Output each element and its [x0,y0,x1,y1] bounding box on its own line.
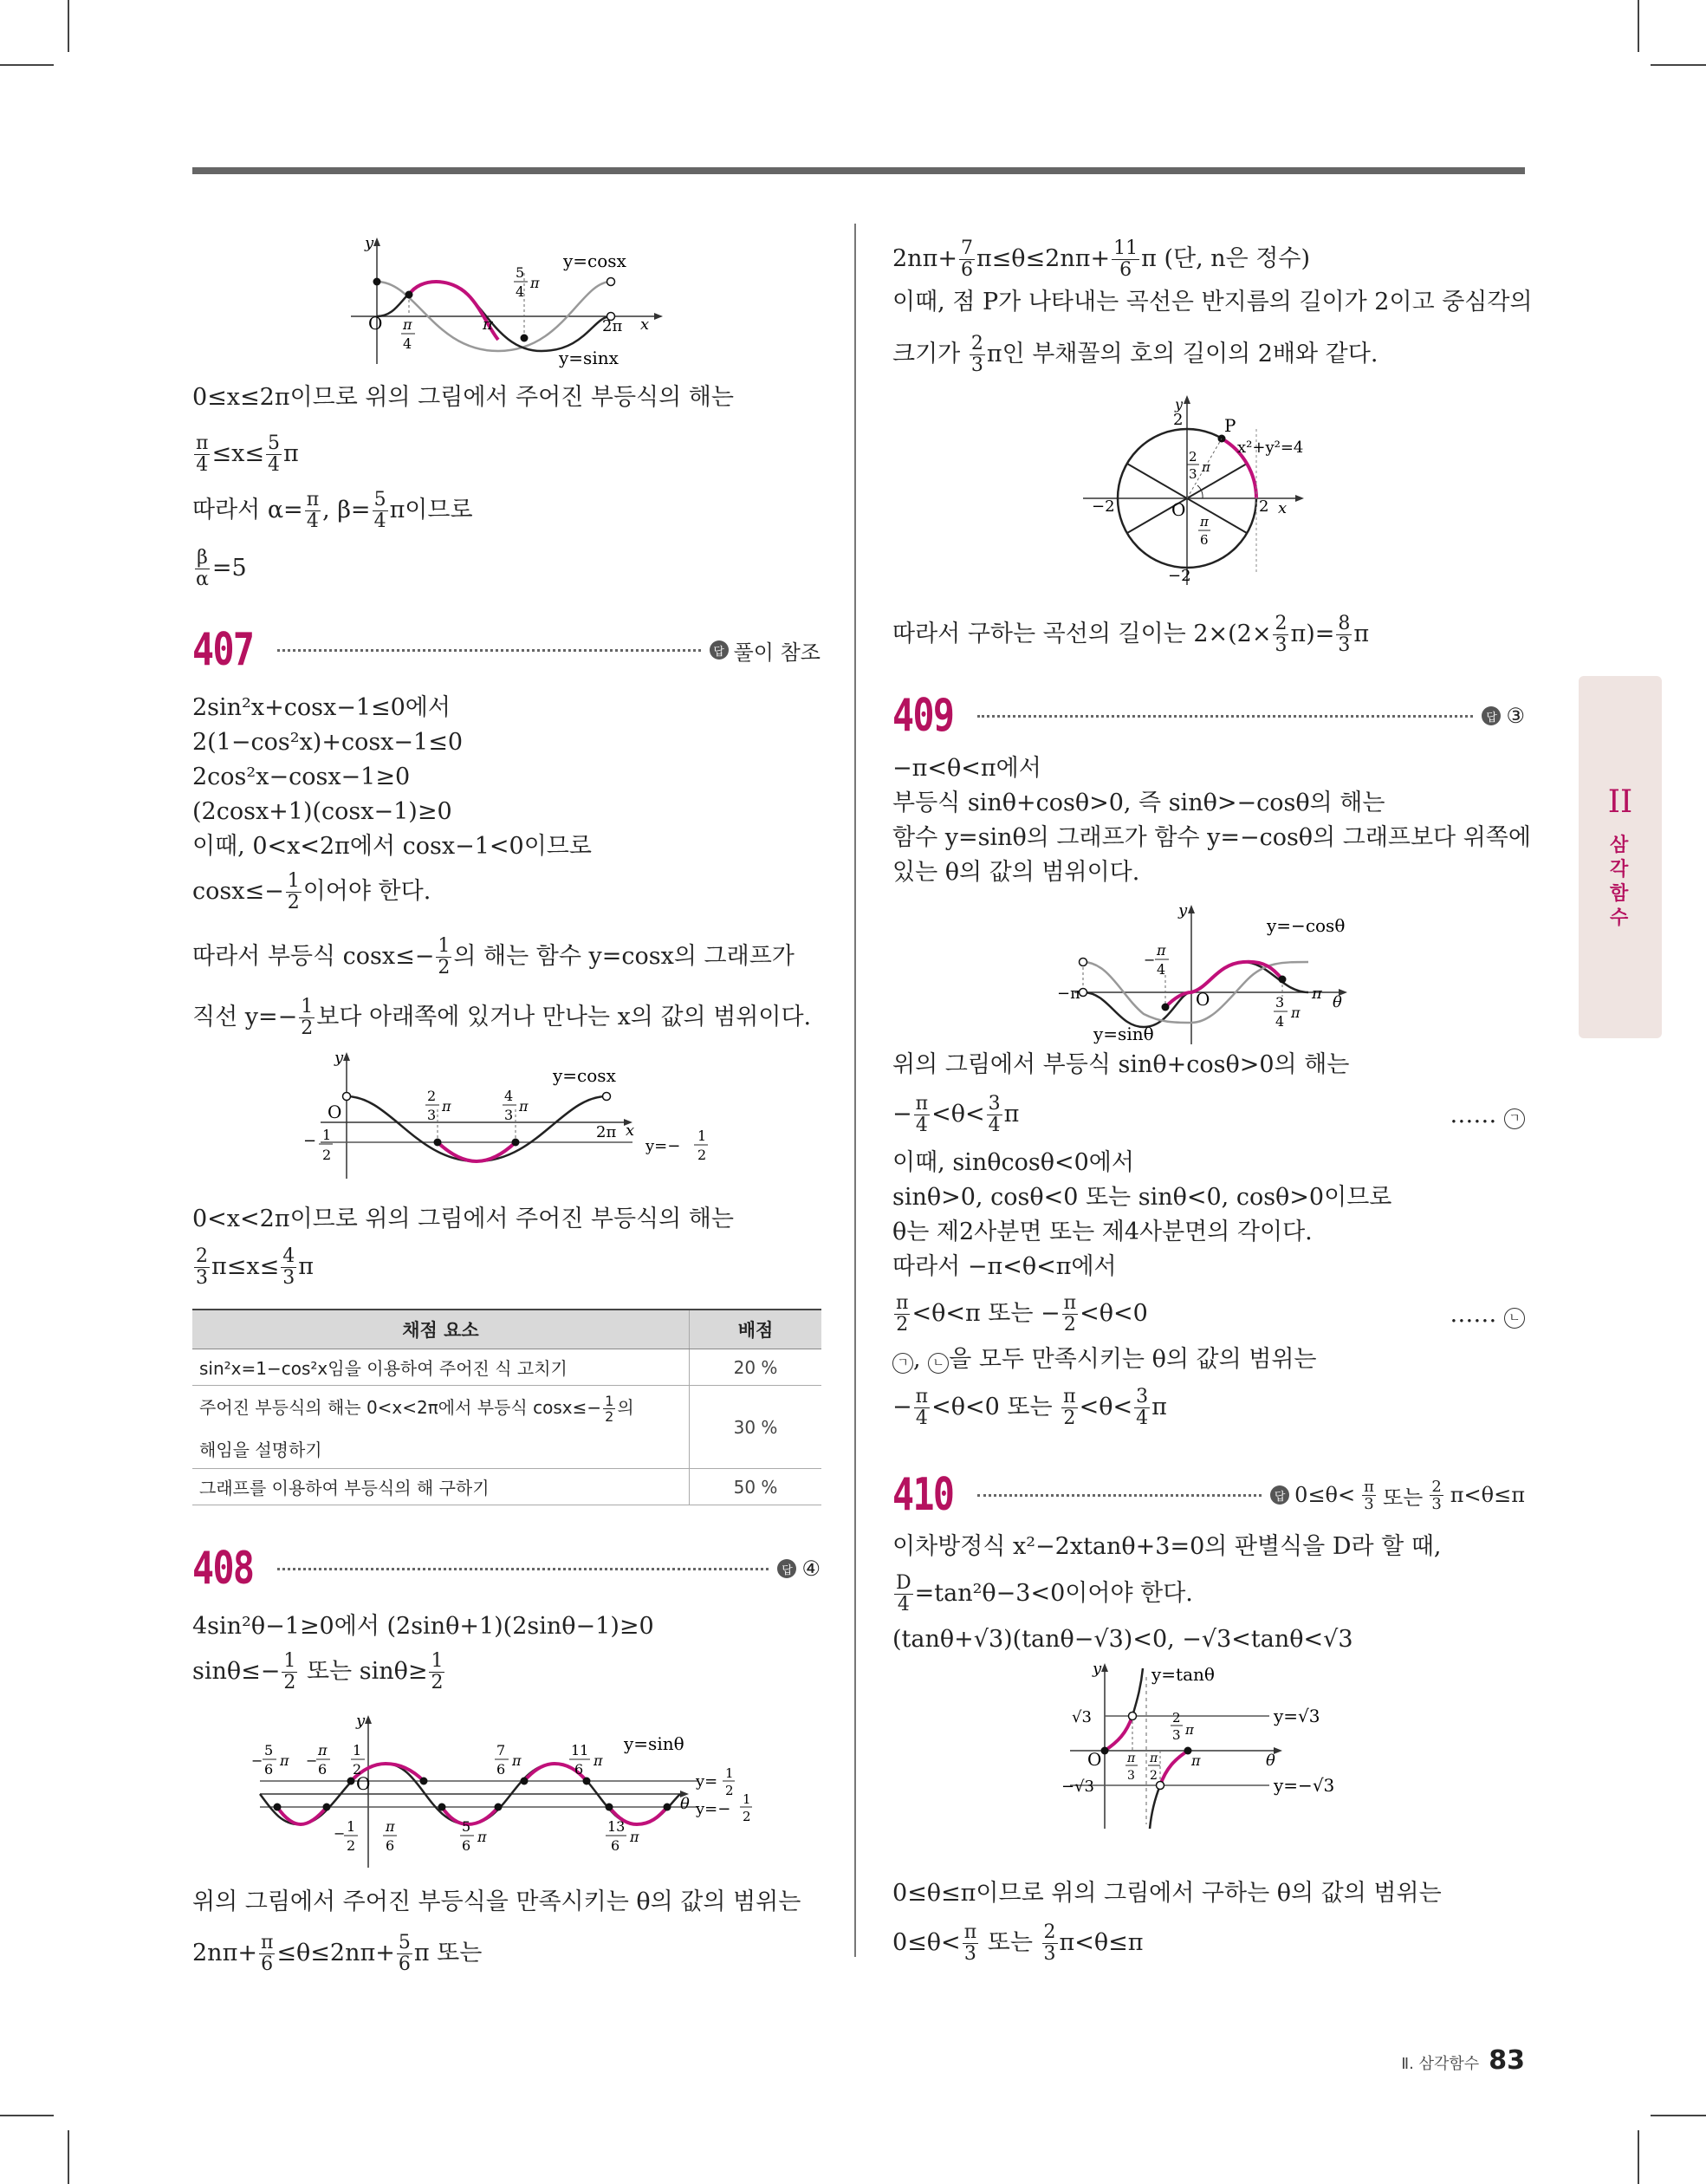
svg-text:π: π [1200,514,1209,530]
svg-text:4: 4 [1157,961,1166,978]
svg-text:π: π [483,315,493,334]
svg-text:4: 4 [403,335,412,352]
svg-text:3: 3 [427,1107,437,1123]
svg-text:2: 2 [1173,411,1184,429]
problem-number: 407 [192,624,254,676]
svg-text:y: y [1093,1660,1102,1678]
crop-mark [1651,64,1706,66]
svg-text:2: 2 [322,1147,332,1163]
svg-text:2π: 2π [596,1123,617,1141]
svg-text:π: π [442,1098,451,1115]
svg-text:1: 1 [322,1127,332,1143]
svg-text:π: π [403,316,412,333]
svg-text:O: O [328,1102,342,1122]
crop-mark [0,64,54,66]
svg-text:−π: −π [1057,985,1080,1003]
answer-icon: 답 [710,640,729,660]
p408-right-line-1: 2nπ+ $\frac{7}{6}$ π≤θ≤2nπ+ $\frac{11}{6}$ π (단, n은 정수) [892,237,1310,281]
p407-line-9: 0<x<2π이므로 위의 그림에서 주어진 부등식의 해는 [192,1206,734,1232]
svg-text:−: − [251,1752,263,1769]
problem-408-header [192,1543,821,1595]
graph-409 [1057,901,1378,1049]
svg-text:y: y [334,1049,344,1067]
table-row: 그래프를 이용하여 부등식의 해 구하기 50 % [192,1469,821,1505]
svg-text:6: 6 [386,1837,395,1854]
svg-text:3: 3 [1172,1727,1181,1743]
tan-label: y=tanθ [1151,1664,1215,1685]
tan-curve [1105,1668,1143,1751]
p409-line-12: ㄱ , ㄴ 을 모두 만족시키는 θ의 값의 범위는 [892,1345,1317,1375]
svg-text:π: π [1185,1722,1194,1738]
p410-line-3: (tanθ+√3)(tanθ−√3)<0, −√3<tanθ<√3 [892,1626,1353,1653]
chapter-side-tab [1579,676,1662,1038]
svg-text:y: y [365,234,374,252]
problem-407-header [192,624,821,676]
graph-410 [1061,1660,1373,1833]
svg-text:2: 2 [353,1761,362,1778]
answer-icon: 답 [1270,1485,1289,1505]
footer-chapter: Ⅱ. 삼각함수 [1401,2055,1480,2073]
svg-text:1: 1 [743,1791,751,1807]
svg-text:2: 2 [427,1088,437,1104]
table-header: 채점 요소 [192,1310,690,1349]
svg-text:−: − [306,1752,318,1769]
p406-text-3: 따라서 α= $\frac{\pi}{4}$ , β= $\frac{5}{4}$ π이므로 [192,489,473,532]
svg-text:1: 1 [697,1128,707,1144]
p407-line-5: 이때, 0<x<2π에서 cosx−1<0이므로 [192,833,592,860]
leader-dots [277,648,701,652]
top-rule [192,167,1525,174]
sin-label: y=sinθ [624,1733,684,1754]
scoring-table [192,1309,821,1505]
p407-line-6: cosx≤− $\frac{1}{2}$ 이어야 한다. [192,870,431,913]
solution-arc [438,1142,516,1161]
p409-line-13: − $\frac{\pi}{4}$ <θ<0 또는 $\frac{\pi}{2}$ <θ< $\frac{3}{4}$ π [892,1386,1167,1429]
svg-text:−2: −2 [1168,567,1191,585]
svg-text:11: 11 [571,1742,589,1758]
svg-text:3: 3 [1189,466,1197,482]
p409-line-3: 함수 y=sinθ의 그래프가 함수 y=−cosθ의 그래프보다 위쪽에 [892,824,1531,851]
p407-line-2: 2(1−cos²x)+cosx−1≤0 [192,729,464,756]
svg-text:4: 4 [1275,1013,1285,1030]
svg-text:2: 2 [1150,1769,1158,1783]
circle-label: x²+y²=4 [1237,439,1304,457]
svg-text:π: π [630,1829,639,1845]
p408-line-3: 위의 그림에서 주어진 부등식을 만족시키는 θ의 값의 범위는 [192,1888,801,1915]
svg-text:O: O [1171,499,1186,520]
p408-line-1: 4sin²θ−1≥0에서 (2sinθ+1)(2sinθ−1)≥0 [192,1613,654,1640]
svg-text:O: O [1087,1749,1102,1770]
p410-line-4: 0≤θ≤π이므로 위의 그림에서 구하는 θ의 값의 범위는 [892,1880,1442,1907]
p409-line-8: sinθ>0, cosθ<0 또는 sinθ<0, cosθ>0이므로 [892,1184,1392,1211]
svg-text:1: 1 [353,1742,362,1758]
p409-line-5: 위의 그림에서 부등식 sinθ+cosθ>0의 해는 [892,1051,1350,1078]
table-header: 배점 [690,1310,822,1349]
svg-text:y: y [356,1712,366,1730]
table-row: sin²x=1−cos²x임을 이용하여 주어진 식 고치기 20 % [192,1349,821,1386]
p407-line-4: (2cosx+1)(cosx−1)≥0 [192,798,452,825]
crop-mark [68,0,69,52]
problem-number: 409 [892,690,954,742]
crop-mark [0,2115,54,2116]
svg-text:y=−: y=− [645,1137,681,1155]
svg-text:5: 5 [264,1742,274,1758]
problem-number: 408 [192,1543,254,1595]
p408-line-2: sinθ≤− $\frac{1}{2}$ 또는 sinθ≥ $\frac{1}{2}$ [192,1650,444,1693]
svg-text:2: 2 [743,1809,751,1824]
svg-text:5: 5 [516,264,525,281]
sin-label: y=sinθ [1093,1024,1154,1044]
negsqrt3-label: y=−√3 [1274,1775,1335,1796]
svg-text:π: π [386,1818,395,1835]
svg-text:2: 2 [347,1837,356,1854]
svg-text:1: 1 [347,1818,356,1835]
sqrt3-label: y=√3 [1274,1706,1320,1726]
svg-text:2: 2 [1189,449,1197,465]
graph-406 [351,234,680,373]
svg-text:π: π [1202,459,1210,475]
footer [1386,2045,1525,2076]
svg-text:5: 5 [462,1818,471,1835]
graph-407 [303,1049,719,1187]
answer-label: 답 ④ [777,1557,821,1581]
svg-text:π: π [1191,1752,1201,1769]
p407-line-10: $\frac{2}{3}$ π≤x≤ $\frac{4}{3}$ π [196,1245,314,1289]
svg-text:−: − [303,1132,317,1150]
svg-text:π: π [280,1752,289,1769]
y-axis-arrow [373,237,380,246]
chapter-roman: II [1607,784,1633,820]
svg-text:6: 6 [462,1837,471,1854]
leader-dots [977,714,1474,718]
column-divider [854,224,856,1957]
p410-line-5: 0≤θ< $\frac{\pi}{3}$ 또는 $\frac{2}{3}$ π<θ≤π [892,1921,1144,1965]
svg-text:3: 3 [504,1107,514,1123]
p408-right-line-2: 이때, 점 P가 나타내는 곡선은 반지름의 길이가 2이고 중심각의 [892,289,1533,315]
p406-text-1: 0≤x≤2π이므로 위의 그림에서 주어진 부등식의 해는 [192,384,734,411]
p408-line-4: 2nπ+ $\frac{\pi}{6}$ ≤θ≤2nπ+ $\frac{5}{6}$ π 또는 [192,1932,483,1975]
svg-text:6: 6 [496,1761,506,1778]
answer-label: 답 풀이 참조 [710,635,821,666]
svg-text:θ: θ [1333,993,1342,1011]
svg-text:4: 4 [504,1088,514,1104]
svg-text:θ: θ [1266,1752,1275,1770]
svg-text:√3: √3 [1072,1708,1092,1726]
p409-line-9: θ는 제2사분면 또는 제4사분면의 각이다. [892,1219,1313,1245]
crop-mark [1638,2130,1639,2184]
svg-text:π: π [512,1752,522,1769]
answer-label: 답 ③ [1482,704,1525,728]
svg-text:−: − [1144,952,1156,968]
svg-text:π: π [1157,942,1166,959]
svg-text:2: 2 [1172,1710,1181,1726]
svg-text:6: 6 [264,1761,274,1778]
crop-mark [1638,0,1639,52]
svg-text:π: π [318,1742,328,1758]
leader-dots [977,1493,1262,1497]
p409-line-2: 부등식 sinθ+cosθ>0, 즉 sinθ>−cosθ의 해는 [892,790,1385,816]
chapter-label: 삼각함수 [1610,835,1629,929]
p409-line-11: $\frac{\pi}{2}$ <θ<π 또는 − $\frac{\pi}{2}$ <θ<0 …… ㄴ [892,1293,1525,1336]
svg-text:6: 6 [611,1837,620,1854]
svg-text:x: x [1278,499,1288,517]
svg-text:π: π [1127,1752,1136,1765]
crop-mark [68,2130,69,2184]
svg-text:−√3: −√3 [1061,1778,1095,1796]
cos-curve [347,1096,607,1161]
svg-text:π: π [1150,1752,1158,1765]
svg-text:x: x [640,315,650,334]
svg-text:y=−: y=− [696,1800,731,1818]
svg-text:13: 13 [607,1818,626,1835]
svg-text:1: 1 [725,1765,734,1781]
p409-line-7: 이때, sinθcosθ<0에서 [892,1149,1134,1176]
origin-label: O [368,313,383,334]
svg-text:π: π [530,275,540,291]
svg-text:2π: 2π [602,317,623,335]
svg-text:6: 6 [574,1761,584,1778]
svg-text:2: 2 [1259,497,1269,516]
crop-mark [1651,2115,1706,2116]
svg-text:π: π [1291,1004,1301,1021]
answer-label: 답 0≤θ< $\frac{\pi}{3}$ 또는 $\frac{2}{3}$ π<θ≤π [1270,1479,1525,1512]
svg-text:6: 6 [1200,532,1209,548]
svg-text:π: π [519,1098,529,1115]
p409-line-4: 있는 θ의 값의 범위이다. [892,859,1140,886]
svg-text:7: 7 [496,1742,506,1758]
answer-icon: 답 [1482,706,1501,725]
problem-410-header [892,1466,1525,1524]
svg-text:π: π [1312,985,1322,1003]
svg-text:y: y [1175,396,1184,413]
p407-line-7: 따라서 부등식 cosx≤− $\frac{1}{2}$ 의 해는 함수 y=cosx의 그래프가 [192,935,795,978]
sin-label: y=sinx [559,348,619,368]
problem-number: 410 [892,1469,954,1521]
p409-line-10: 따라서 −π<θ<π에서 [892,1253,1117,1280]
p409-line-1: −π<θ<π에서 [892,755,1041,782]
svg-text:y: y [1178,901,1188,920]
table-row: 주어진 부등식의 해는 0<x<2π에서 부등식 cosx≤− $\frac{1}{2}$ 의 해임을 설명하기 30 % [192,1386,821,1469]
cos-label: y=cosx [553,1065,616,1086]
leader-dots [277,1567,769,1570]
p406-text-2: $\frac{\pi}{4}$ ≤x≤ $\frac{5}{4}$ π [196,432,299,476]
graph-408 [247,1712,775,1872]
svg-text:6: 6 [318,1761,328,1778]
p408-right-line-3: 크기가 $\frac{2}{3}$ π인 부채꼴의 호의 길이의 2배와 같다. [892,333,1378,376]
p406-text-4: $\frac{\beta}{\alpha}$ =5 [196,547,247,590]
answer-icon: 답 [777,1559,796,1578]
svg-text:2: 2 [697,1147,707,1163]
p408-right-line-4: 따라서 구하는 곡선의 길이는 2×(2× $\frac{2}{3}$ π)= $\frac{8}{3}$ π [892,613,1370,656]
p410-line-1: 이차방정식 x²−2xtanθ+3=0의 판별식을 D라 할 때, [892,1533,1442,1560]
svg-text:O: O [1196,989,1210,1010]
svg-text:3: 3 [1275,994,1285,1011]
x-axis-arrow [654,313,663,320]
svg-text:π: π [594,1752,603,1769]
svg-text:θ: θ [680,1795,690,1813]
svg-text:−2: −2 [1092,497,1115,516]
svg-text:4: 4 [516,283,525,300]
p407-line-1: 2sin²x+cosx−1≤0에서 [192,694,451,721]
svg-text:O: O [356,1773,371,1794]
intersection-point [405,291,413,299]
page-number: 83 [1489,2045,1525,2076]
svg-text:2: 2 [725,1783,734,1798]
p409-line-6: − $\frac{\pi}{4}$ <θ< $\frac{3}{4}$ π …… ㄱ [892,1094,1525,1136]
intersection-point [521,335,529,342]
svg-text:3: 3 [1127,1769,1135,1783]
cos-label: y=cosx [563,250,626,271]
graph-408-circle [1083,390,1360,589]
p407-line-8: 직선 y=− $\frac{1}{2}$ 보다 아래쪽에 있거나 만나는 x의 값의 범위이다. [192,996,812,1039]
negcos-label: y=−cosθ [1267,915,1346,936]
p410-line-2: $\frac{D}{4}$ =tan²θ−3<0이어야 한다. [896,1572,1193,1615]
svg-text:x: x [626,1121,635,1140]
p407-line-3: 2cos²x−cosx−1≥0 [192,764,411,790]
svg-text:P: P [1224,415,1236,436]
svg-text:−: − [334,1825,346,1842]
svg-text:y=: y= [696,1772,718,1791]
problem-409-header [892,690,1525,742]
svg-text:π: π [477,1829,487,1845]
